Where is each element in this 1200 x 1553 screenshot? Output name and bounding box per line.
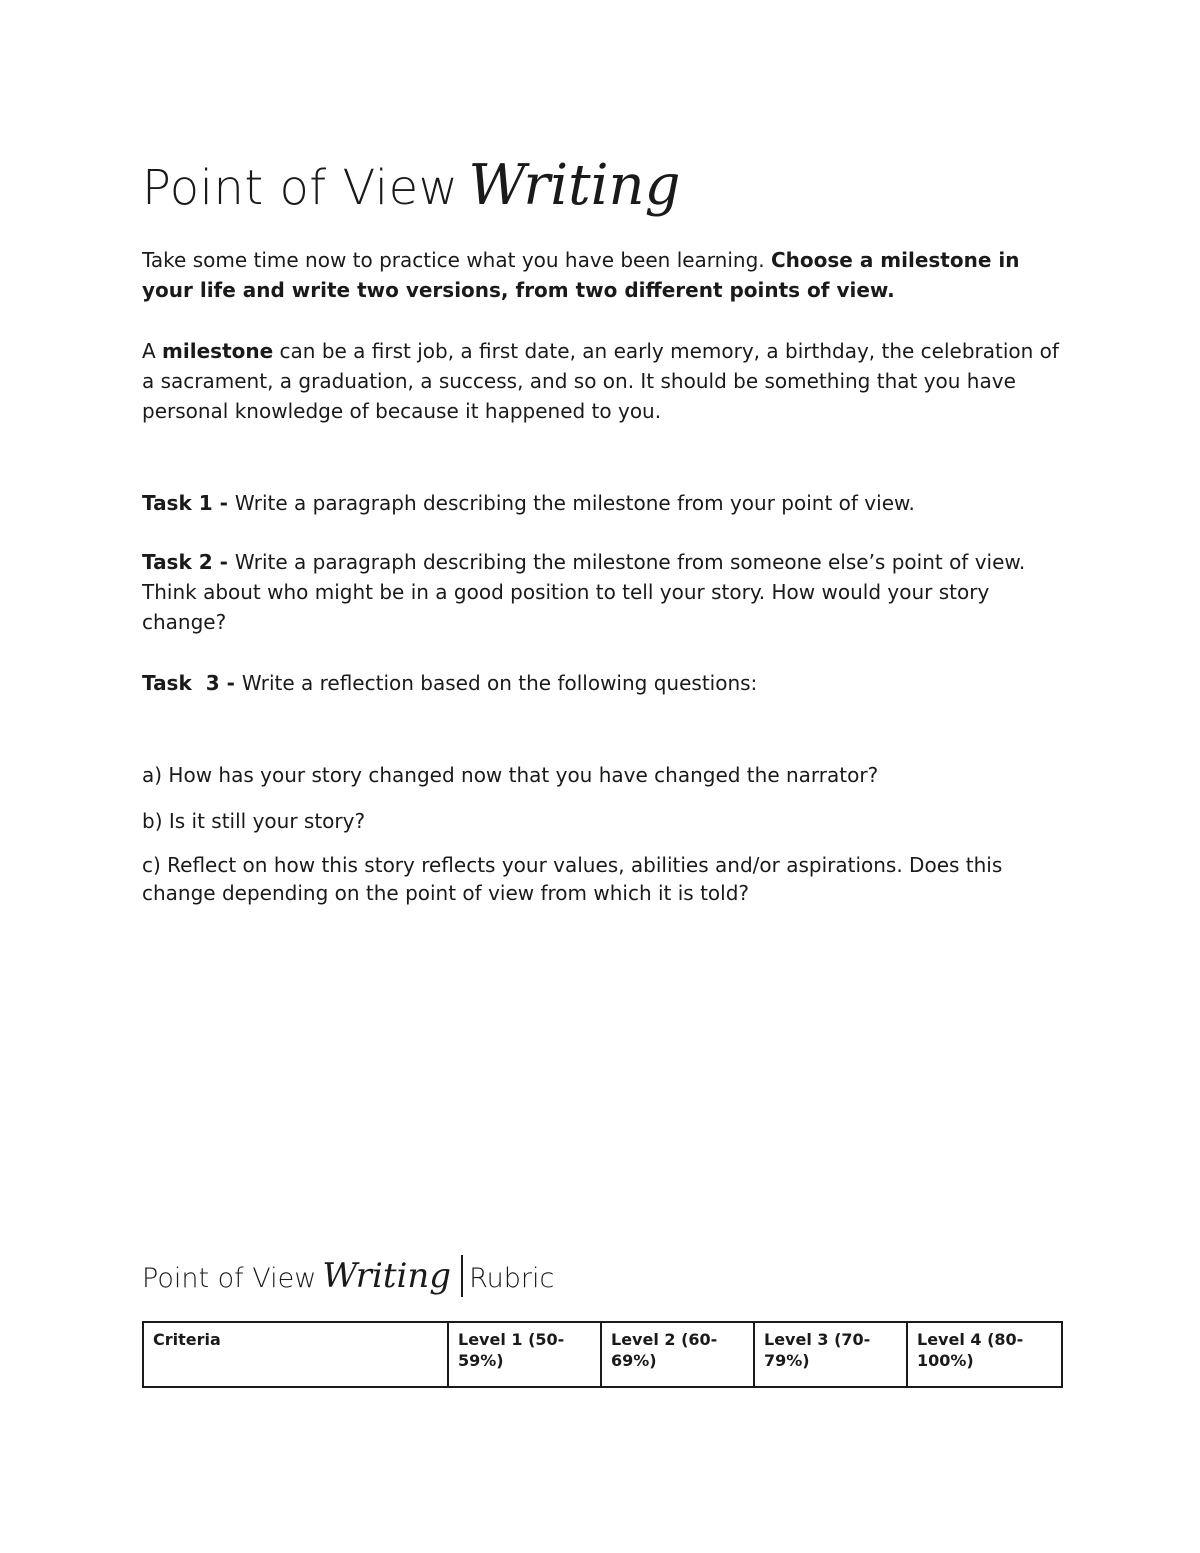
rubric-title-text: Point of View — [142, 1263, 317, 1294]
rubric-header-level-4: Level 4 (80-100%) — [907, 1322, 1062, 1387]
task-3-text: Write a reflection based on the following questions: — [241, 671, 758, 695]
intro-instruction: Choose a milestone in your life and write two versions, from two different points of view. — [142, 248, 1020, 302]
task-1 — [142, 488, 1067, 518]
page-title-text: Point of View — [142, 160, 459, 216]
rubric-header-criteria: Criteria — [143, 1322, 448, 1387]
page-title-script: Writing — [468, 153, 681, 218]
rubric-header-row — [143, 1322, 1062, 1387]
rubric-header-level-3: Level 3 (70-79%) — [754, 1322, 907, 1387]
intro-paragraph — [142, 245, 1067, 305]
rubric-header-level-2: Level 2 (60-69%) — [601, 1322, 754, 1387]
rubric-title-divider — [461, 1255, 463, 1297]
task-1-text: Write a paragraph describing the milestone from your point of view. — [234, 491, 915, 515]
question-c: c) Reflect on how this story reflects your values, abilities and/or aspirations. Does this change depending on the point of view from which it is told? — [142, 853, 1003, 905]
rubric-title-script: Writing — [322, 1256, 452, 1296]
milestone-prefix: A — [142, 339, 163, 363]
milestone-definition — [142, 336, 1067, 426]
task-2-label: Task 2 - — [142, 550, 235, 574]
task-3-label: Task 3 - — [142, 671, 242, 695]
question-b: b) Is it still your story? — [142, 809, 366, 833]
task-3 — [142, 668, 1067, 698]
task-2-text: Write a paragraph describing the milestone from someone else’s point of view. Think about who might be in a good position to tell your story. How would your story change? — [142, 550, 1026, 634]
question-a: a) How has your story changed now that you have changed the narrator? — [142, 763, 879, 787]
intro-text: Take some time now to practice what you have been learning. — [142, 248, 771, 272]
rubric-header-level-1: Level 1 (50-59%) — [448, 1322, 601, 1387]
milestone-text: can be a first job, a first date, an early memory, a birthday, the celebration of a sacrament, a graduation, a success, and so on. It should be something that you have personal knowledge of because it happened to you. — [142, 339, 1059, 423]
task-1-label: Task 1 - — [142, 491, 235, 515]
page-title — [142, 153, 681, 218]
rubric-table — [142, 1321, 1063, 1388]
rubric-title-suffix: Rubric — [469, 1263, 555, 1294]
task-2 — [142, 547, 1067, 637]
rubric-title — [142, 1255, 554, 1297]
milestone-term: milestone — [162, 339, 274, 363]
